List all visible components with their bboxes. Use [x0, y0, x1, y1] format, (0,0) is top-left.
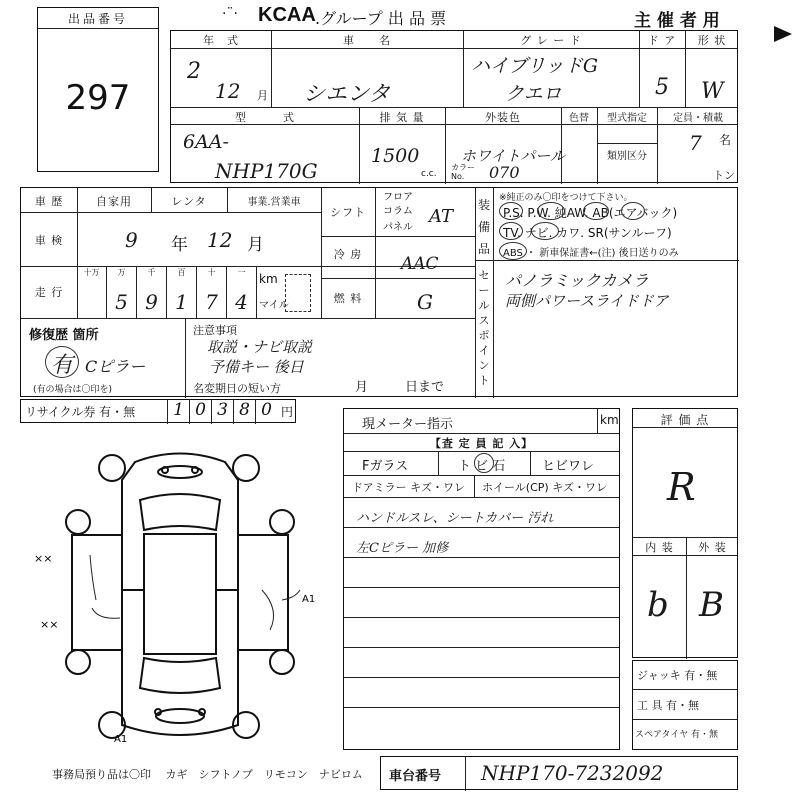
equipment-circle-ab [621, 202, 645, 220]
cc-unit: c.c. [421, 169, 437, 179]
sales-char-2: ー [478, 284, 490, 297]
repair-note: (有の場合は〇印を) [33, 385, 113, 395]
mileage-digit: 4 [235, 290, 248, 314]
repair-circle [45, 346, 79, 378]
left-front-side-wheel [66, 510, 90, 534]
inspection-year-unit: 年 [171, 235, 188, 255]
mileage-unit-label: 万 [117, 268, 126, 277]
windshield [140, 494, 220, 530]
mark-xx-1: ×× [34, 552, 53, 565]
inspector-comment-2: 左Cピラー 加修 [356, 541, 449, 556]
mileage-unit-label: 千 [147, 268, 156, 277]
fuel-label: 燃 料 [333, 292, 363, 305]
spare-tire-option[interactable]: スペアタイヤ 有・無 [635, 730, 719, 740]
equipment-circle-tv [499, 222, 523, 240]
year-value: 2 [187, 59, 201, 84]
front-glass-crack-option[interactable]: ヒビワレ [542, 459, 595, 474]
capacity-value: 7 [689, 131, 702, 155]
km-label: km [259, 272, 278, 286]
equipment-char-3: 品 [477, 242, 490, 256]
front-left-wheel [99, 455, 125, 481]
exterior-color-value: ホワイトパール [461, 147, 565, 165]
recycle-digit: 0 [255, 400, 277, 424]
aircon-value: AAC [401, 254, 439, 274]
business-use-option[interactable]: 事業.営業車 [247, 197, 301, 208]
roof [144, 534, 216, 654]
inspector-label: 【査 定 員 記 入】 [429, 437, 534, 450]
jack-option[interactable]: ジャッキ 有・無 [637, 669, 718, 682]
expiry-day-label: 日まで [405, 380, 445, 395]
equipment-circle-pw [537, 202, 565, 220]
color-change-label: 色替 [569, 113, 589, 124]
lot-number-box [37, 7, 159, 172]
rental-option[interactable]: レンタ [171, 195, 207, 208]
right-rear-side-wheel [270, 650, 294, 674]
mileage-cell [77, 266, 107, 318]
mileage-unit-label: 十万 [83, 268, 100, 277]
mileage-cell [167, 266, 197, 318]
sales-char-8: ト [478, 374, 490, 387]
capacity-unit: 名 [719, 133, 732, 147]
inspection-month-unit: 月 [247, 235, 264, 255]
door-mirror-option[interactable]: ドアミラー キズ・ワレ [352, 481, 465, 494]
inspection-month-value: 12 [207, 228, 233, 252]
equipment-circle-ps [499, 202, 523, 220]
repair-location: Cピラー [85, 357, 146, 376]
repair-value: 有 [51, 353, 74, 378]
displacement-value: 1500 [371, 145, 420, 167]
doors-value: 5 [655, 75, 669, 100]
recycle-digit: 8 [233, 400, 255, 424]
front-glass-label: Fガラス [362, 459, 409, 474]
recycle-digit: 0 [189, 400, 211, 424]
notes-line-2: 予備キー 後日 [209, 358, 304, 376]
meter-label: 現メーター指示 [362, 417, 454, 432]
recycle-digits [167, 400, 277, 424]
shift-label: シフト [330, 206, 366, 219]
sales-char-1: セ [478, 269, 490, 282]
shift-value: AT [429, 206, 454, 227]
notes-label: 注意事項 [193, 324, 237, 337]
recycle-label: リサイクル券 有・無 [25, 405, 136, 419]
exterior-color-label: 外装色 [485, 111, 521, 124]
office-items: 事務局預り品は〇印 カギ シフトノブ リモコン ナビロム [52, 768, 363, 781]
sales-char-7: ン [478, 359, 490, 372]
mileage-unit-label: 十 [207, 268, 216, 277]
tonnage-unit: トン [713, 169, 735, 182]
mileage-cell [107, 266, 137, 318]
chassis-label: 車台番号 [389, 769, 442, 784]
meter-unit: km [600, 413, 619, 427]
tools-option[interactable]: 工 具 有・無 [637, 699, 699, 712]
notes-line-1: 取説・ナビ取説 [207, 338, 313, 356]
model-label: 型 式 [235, 111, 295, 124]
shift-panel-option[interactable]: パネル [383, 222, 413, 233]
equipment-char-1: 装 [477, 198, 490, 212]
recycle-digit: 3 [211, 400, 233, 424]
score-label: 評 価 点 [660, 413, 710, 427]
inspector-section [343, 408, 620, 750]
mileage-digit: 9 [145, 290, 158, 314]
inspector-comment-1: ハンドルスレ、シートカバー 汚れ [356, 511, 554, 526]
chassis-number-box [380, 756, 738, 790]
equipment-note: ※純正のみ〇印をつけて下さい。 [499, 193, 633, 203]
mileage-digit: 7 [205, 290, 218, 314]
month-unit: 月 [257, 89, 268, 102]
vehicle-info-table [170, 30, 738, 183]
mileage-unit-label: 百 [177, 268, 186, 277]
recycle-digit: 1 [167, 400, 189, 424]
score-value: R [667, 465, 696, 509]
repair-label: 修復歴 箇所 [29, 328, 99, 343]
equipment-line-1: P.S. P.W. 純AW. AB(エアバック) [503, 206, 678, 220]
sheet-title: .グループ 出 品 票 [315, 9, 447, 28]
mileage-digits [77, 266, 257, 318]
equipment-circle-aw [583, 202, 609, 220]
rear-window [140, 658, 220, 693]
exterior-label: 外 装 [698, 541, 727, 554]
recycle-unit: 円 [281, 405, 294, 419]
equipment-circle-abs [499, 242, 527, 260]
shift-floor-option[interactable]: フロア [383, 192, 413, 203]
private-use-option[interactable]: 自家用 [96, 195, 132, 208]
equipment-line-3: ABS ・ 新車保証書←(注) 後日送りのみ [503, 248, 679, 259]
capacity-label: 定員・積載 [673, 113, 723, 124]
equipment-circle-navi [531, 222, 559, 240]
equipment-char-2: 備 [477, 220, 490, 234]
sales-point-side-label [475, 268, 493, 388]
grade-value-2: クエロ [505, 83, 562, 105]
right-front-side-wheel [270, 510, 294, 534]
mileage-label: 走 行 [34, 286, 64, 299]
expiry-month-label: 月 [355, 380, 369, 395]
glass-circle-mark [474, 453, 494, 473]
sales-char-6: イ [478, 344, 490, 357]
mileage-digit: 1 [175, 290, 188, 314]
fuel-value: G [417, 290, 433, 314]
recycle-row [20, 399, 296, 423]
accessories-section [632, 660, 738, 750]
color-no-label: カラーNo. [451, 163, 475, 181]
doors-label: ド ア [647, 34, 677, 47]
sales-char-3: ル [478, 299, 490, 312]
inspection-year-value: 9 [125, 228, 138, 252]
interior-value: b [647, 585, 669, 625]
punch-mark-icon [774, 26, 792, 42]
aircon-label: 冷 房 [333, 248, 363, 261]
shift-column-option[interactable]: コラム [383, 206, 413, 217]
color-no-value: 070 [489, 163, 520, 182]
mileage-unit-label: 一 [237, 268, 246, 277]
type-designation-label: 型式指定 [607, 113, 647, 124]
right-side-panel [238, 535, 288, 650]
shape-value: W [701, 79, 724, 104]
front-right-wheel [233, 455, 259, 481]
category-label: 類別区分 [607, 151, 647, 162]
shape-label: 形 状 [697, 34, 727, 47]
mileage-cell [197, 266, 227, 318]
car-name-label: 車 名 [343, 34, 391, 47]
front-glass-chip-option[interactable]: ト ビ 石 [458, 459, 506, 474]
evaluation-section [632, 408, 738, 658]
displacement-label: 排 気 量 [379, 111, 425, 124]
mile-label: マイル [259, 300, 289, 311]
model-value-1: 6AA- [183, 131, 229, 153]
sales-point-line-1: パノラミックカメラ [505, 271, 649, 290]
sales-char-4: ス [478, 314, 490, 327]
grade-value-1: ハイブリッドG [471, 55, 599, 77]
mark-a1-bottom: A1 [114, 734, 128, 745]
mark-a1-right: A1 [302, 594, 316, 605]
interior-label: 内 装 [645, 541, 674, 554]
left-rear-side-wheel [66, 650, 90, 674]
wheel-option[interactable]: ホイール(CP) キズ・ワレ [482, 481, 607, 494]
organizer-label: 主 催 者 用 [634, 11, 720, 31]
sales-char-5: ポ [478, 329, 490, 342]
vehicle-diagram [30, 440, 330, 760]
month-value: 12 [215, 79, 241, 103]
year-label: 年 式 [203, 34, 239, 47]
short-expiry-label: 名変期日の短い方 [193, 382, 281, 395]
mileage-unit-box [285, 274, 311, 312]
left-side-panel [72, 535, 122, 650]
car-name-value: シエンタ [303, 82, 391, 107]
mileage-digit: 5 [115, 290, 128, 314]
grade-label: グ レ ー ド [520, 34, 582, 47]
lot-number-label: 出品番号 [67, 12, 128, 26]
mark-xx-2: ×× [40, 618, 59, 631]
brand-logo: KCAA [258, 4, 316, 26]
equipment-line-2: TV. ナビ. カワ. SR(サンルーフ) [503, 226, 672, 240]
equipment-side-label [475, 194, 493, 260]
exterior-value: B [699, 585, 724, 625]
history-table [20, 187, 738, 397]
header-mark-icon: ·¨· [222, 6, 238, 22]
lot-number-value: 297 [65, 78, 131, 118]
sales-point-line-2: 両側パワースライドドア [505, 292, 669, 310]
chassis-value: NHP170-7232092 [481, 761, 664, 785]
inspection-label: 車 検 [34, 234, 64, 247]
mileage-cell [137, 266, 167, 318]
history-label: 車 歴 [34, 195, 64, 208]
mileage-cell [227, 266, 257, 318]
rear-bumper [156, 709, 204, 723]
model-value-2: NHP170G [215, 159, 318, 183]
